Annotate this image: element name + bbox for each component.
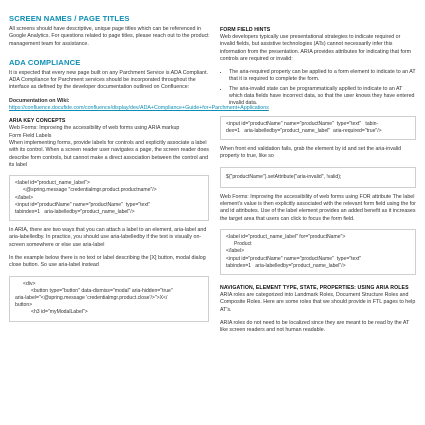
code-sample-aria-invalid xyxy=(220,167,416,188)
code-line: <label id="product_name_label" for="productName"> xyxy=(226,234,346,241)
form-hints-paragraph: Web developers typically use presentational strategies to indicate required or invalid fields, but assistive technologies (ATs) cannot necessarily infer this information from the presentation. ARIA provides attributes for indicating that form controls are required or invalid: xyxy=(220,34,412,62)
documentation-label: Documentation on Wiki: xyxy=(9,97,70,104)
code-line: <input id="productName" name="productName" type="text" tabin- xyxy=(226,120,379,127)
code-line: <@spring.message "credentialmgr.product.productname"/> xyxy=(23,187,157,194)
list-item: • The aria-required property can be applied to a form element to indicate to an AT that it is required to complete the form. xyxy=(229,69,416,84)
aria-hints-list xyxy=(220,69,416,107)
code-line: Product xyxy=(234,241,252,248)
list-item: • The aria-invalid state can be programmatically applied to indicate to an AT which data fields have incorrect data, so that the user knows they have entered invalid data. xyxy=(229,86,416,108)
heading-ada-compliance: ADA COMPLIANCE xyxy=(9,57,81,67)
web-forms-for-paragraph xyxy=(220,194,416,223)
localize-paragraph: ARIA roles do not need to be localized since they are meant to be read by the AT like screen readers and not human readable. xyxy=(220,319,410,334)
code-sample-modal xyxy=(9,276,209,322)
aria-two-ways-paragraph: In ARIA, there are two ways that you can attach a label to an element, aria-label and aria-labelledby. In practice, you should use aria-labelledby if the text is visually on-screen somewhere or else use aria-label xyxy=(9,227,207,248)
ada-paragraph: It is expected that every new page built on any Parchment Service is ADA Compliant. ADA Compliance for Parchment services should be incorporated throughout the interface as defined by the developer documentation outlined on Confluence: xyxy=(9,69,209,91)
code-line: aria-label="<@spring.message 'credentialmgr.product.close'/>">X</ xyxy=(15,295,168,302)
code-sample-label xyxy=(9,175,209,221)
web-forms-label: Web Forms: xyxy=(9,125,38,132)
code-line: <label id="product_name_label"> xyxy=(15,180,90,187)
heading-navigation-aria-roles: NAVIGATION, ELEMENT TYPE, STATE, PROPERTIES: USING ARIA ROLES xyxy=(220,285,409,292)
web-forms-for-text: Improving the accessibility of web forms using FOR attribute The label element's value is then explicitly associated with the relevant form field using the for and id attributes. Use of the label element provides an added benefit as it increases the target area that users can click to focus the form field. xyxy=(220,193,416,222)
roles-paragraph: ARIA roles are categorized into Landmark Roles, Document Structure Roles and Composite Roles. Here are some roles that we should provide in FTL pages to help AT's. xyxy=(220,292,416,313)
invalid-paragraph: When front end validation fails, grab the element by id and set the aria-invalid property to true, like so xyxy=(220,146,402,160)
form-field-labels-line: Form Field Labels xyxy=(9,132,52,139)
documentation-link[interactable]: https://confluence.docufide.com/confluence/display/dev/ADA+Compliance+Guide+for+Parchment+Applications xyxy=(9,105,269,112)
code-line: tabindex=1 aria-labelledby="product_name_label"/> xyxy=(15,208,135,215)
code-sample-for-attribute xyxy=(220,229,416,275)
code-line: tabindex=1 aria-labelledby="product_name_label"/> xyxy=(226,262,346,269)
code-line: </label> xyxy=(226,248,245,255)
code-line: <input id="productName" name="productName" type="text" xyxy=(226,255,362,262)
code-line: </label> xyxy=(15,194,34,201)
code-line: <div> xyxy=(23,280,36,287)
code-line: button> xyxy=(15,302,33,309)
labels-description: When implementing forms, provide labels for controls and explicitly associate a label with its control. When a screen reader user navigates a page, the screen reader does describe form controls, but cannot make a direct association between the control and its label xyxy=(9,139,209,168)
example-paragraph: In the example below there is no text or label describing the [X] button, modal dialog close button. So use aria-label instead xyxy=(9,255,206,269)
code-line: dex=1 aria-labelledby="product_name_label" aria-required="true"/> xyxy=(226,127,382,134)
code-line: $("productName").setAttribute("aria-invalid", !valid); xyxy=(226,173,342,180)
page-titles-paragraph: All screens should have descriptive, unique page titles which can be referenced in Google Analytics. For questions related to page titles, please reach out to the product management team for assistance. xyxy=(9,26,209,47)
heading-aria-key-concepts: ARIA KEY CONCEPTS xyxy=(9,118,66,125)
right-column xyxy=(220,27,416,335)
heading-form-field-hints: FORM FIELD HINTS xyxy=(220,27,271,33)
web-forms-text: Improving the accessibility of web forms using ARIA markup xyxy=(39,125,180,132)
web-forms-label: Web Forms: xyxy=(220,193,249,200)
code-line: <input id="productName" name="productName" type="text" xyxy=(15,201,151,208)
web-forms-line xyxy=(9,125,209,132)
documentation-line xyxy=(9,97,269,113)
heading-page-titles: SCREEN NAMES / PAGE TITLES xyxy=(9,14,130,23)
code-line: <h3 id="myModalLabel"> xyxy=(31,309,88,316)
code-line: <button type="button" data-dismiss="modal" aria-hidden="true" xyxy=(31,287,173,294)
code-sample-aria-required xyxy=(220,116,416,140)
